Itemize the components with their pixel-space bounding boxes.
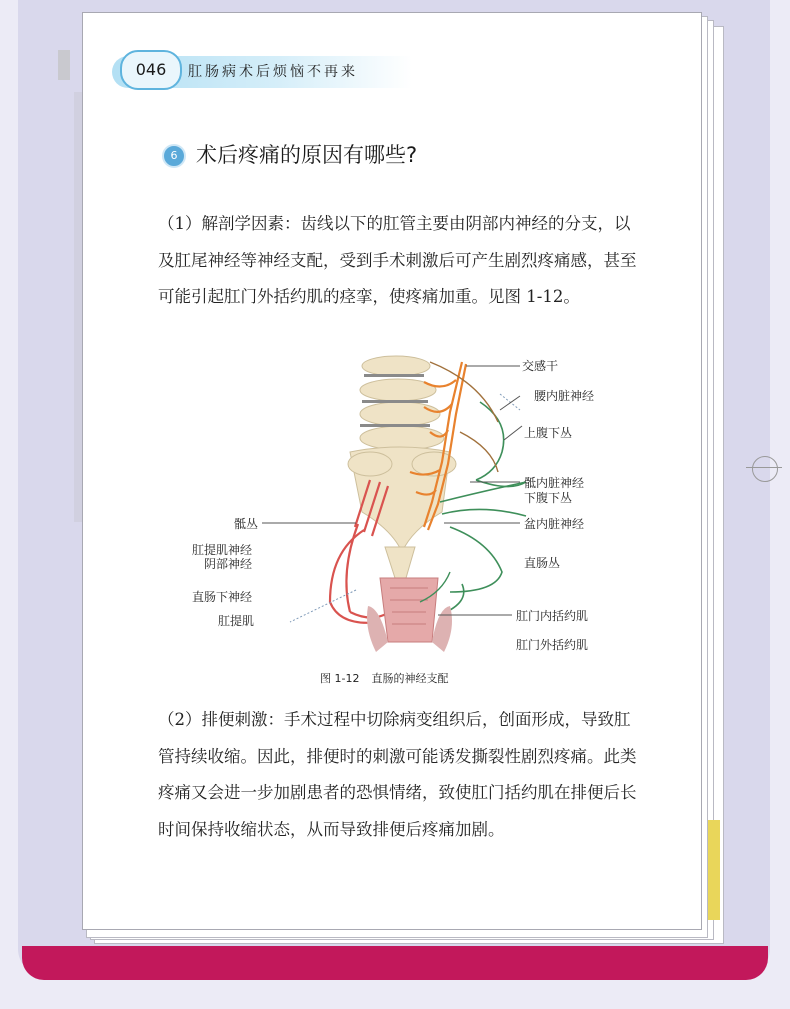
label-superior-hypogastric: 上腹下丛	[524, 426, 573, 440]
figure-caption	[320, 670, 460, 686]
nerve-anatomy-figure	[180, 352, 630, 662]
page-number: 046	[120, 50, 182, 90]
label-pelvic-splanchnic: 盆内脏神经	[524, 517, 585, 531]
label-sacral-plexus: 骶丛	[234, 517, 259, 531]
section-number-badge: 6	[162, 144, 186, 168]
label-external-sphincter: 肛门外括约肌	[516, 638, 589, 652]
section-title: 术后疼痛的原因有哪些?	[196, 143, 418, 167]
paragraph-anatomy: （1）解剖学因素：齿线以下的肛管主要由阴部内神经的分支，以及肛尾神经等神经支配，受到手术刺激后可产生剧烈疼痛感，甚至可能引起肛门外括约肌的痉挛，使疼痛加重。见图 1-12。	[158, 214, 637, 306]
registration-mark	[752, 456, 778, 482]
side-tab	[58, 50, 70, 80]
label-inferior-hypogastric: 下腹下丛	[524, 491, 573, 505]
figure-caption-number: 图 1-12	[320, 672, 360, 685]
page-edge-accent	[706, 820, 720, 920]
label-lumbar-splanchnic: 腰内脏神经	[534, 389, 595, 403]
label-rectal-plexus: 直肠丛	[524, 556, 561, 570]
label-sympathetic-trunk: 交感干	[522, 359, 559, 373]
figure-caption-text: 直肠的神经支配	[371, 672, 449, 685]
label-internal-sphincter: 肛门内括约肌	[516, 609, 589, 623]
label-sacral-splanchnic: 骶内脏神经	[524, 476, 585, 490]
rectum-illustration	[367, 572, 452, 652]
label-levator-ani: 肛提肌	[218, 614, 255, 628]
label-levator-nerve: 肛提肌神经	[192, 543, 253, 557]
book-title: 肛肠病术后烦恼不再来	[188, 64, 358, 80]
label-inferior-rectal-nerve: 直肠下神经	[192, 590, 253, 604]
bottom-color-bar	[22, 946, 768, 980]
book-spine-shadow	[74, 92, 82, 522]
paragraph-defecation: （2）排便刺激：手术过程中切除病变组织后，创面形成，导致肛管持续收缩。因此，排便时的刺激可能诱发撕裂性剧烈疼痛。此类疼痛又会进一步加剧患者的恐惧情绪，致使肛门括约肌在排便后长时间保持收缩状态，从而导致排便后疼痛加剧。	[158, 710, 637, 839]
label-pudendal-nerve: 阴部神经	[204, 557, 253, 571]
